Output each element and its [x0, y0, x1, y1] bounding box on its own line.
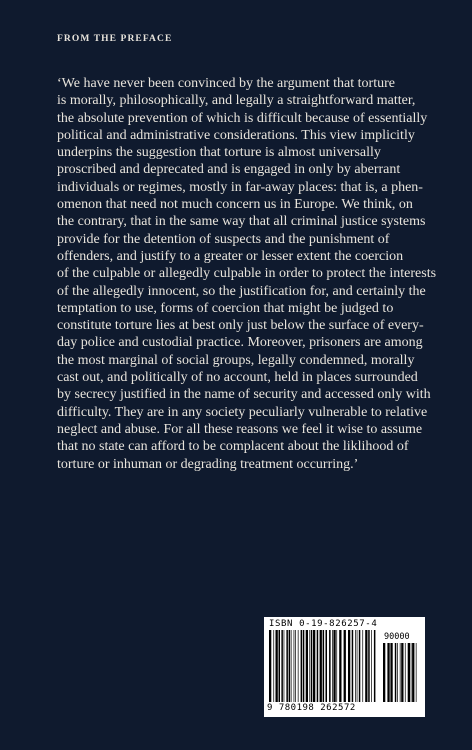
barcode-bar — [309, 630, 310, 702]
barcode-bar — [301, 630, 303, 702]
price-code: 90000 — [384, 632, 410, 642]
barcode-bar — [303, 630, 305, 702]
barcode-bar — [371, 630, 372, 702]
isbn-barcode — [264, 617, 425, 717]
preface-line: of the culpable or allegedly culpable in order to protect the interests — [57, 266, 437, 282]
preface-line: of the allegedly innocent, so the justification for, and certainly the — [57, 283, 426, 299]
preface-line: that no state can afford to be complacent about the liklihood of — [57, 439, 409, 455]
preface-excerpt — [57, 75, 437, 473]
barcode-bar — [289, 630, 291, 702]
barcode-bar — [395, 643, 397, 702]
barcode-bar — [401, 643, 403, 702]
price-barcode-bars — [383, 643, 419, 702]
preface-line: cast out, and politically of no account, held in places surrounded — [57, 370, 418, 386]
barcode-bar — [329, 630, 331, 702]
barcode-bar — [390, 643, 392, 702]
barcode-bar — [397, 643, 398, 702]
preface-line: underpins the suggestion that torture is almost universally — [57, 145, 381, 161]
barcode-bar — [405, 643, 406, 702]
preface-line: proscribed and deprecated and is engaged in only by aberrant — [57, 162, 401, 178]
preface-line: the contrary, that in the same way that all criminal justice systems — [57, 214, 426, 230]
barcode-bar — [412, 643, 414, 702]
preface-line: is morally, philosophically, and legally a straightforward matter, — [57, 93, 416, 109]
barcode-bar — [336, 630, 337, 702]
barcode-bar — [279, 630, 281, 702]
barcode-bar — [281, 630, 283, 702]
barcode-bar — [365, 630, 367, 702]
preface-line: political and administrative considerations. This view implicitly — [57, 127, 415, 143]
barcode-bar — [411, 643, 412, 702]
preface-line: day police and custodial practice. Moreover, prisoners are among — [57, 335, 423, 351]
barcode-bar — [311, 630, 313, 702]
preface-line: ‘We have never been convinced by the argument that torture — [57, 76, 395, 91]
barcode-bar — [344, 630, 346, 702]
barcode-bar — [408, 643, 410, 702]
barcode-bar — [306, 630, 308, 702]
barcode-bar — [355, 630, 356, 702]
ean-barcode-bars — [269, 630, 376, 702]
barcode-bar — [387, 643, 389, 702]
preface-line: torture or inhuman or degrading treatment occurring.’ — [57, 456, 359, 472]
preface-line: neglect and abuse. For all these reasons we feel it wise to assume — [57, 421, 423, 437]
barcode-bar — [352, 630, 354, 702]
barcode-bar — [313, 630, 315, 702]
barcode-bar — [269, 630, 271, 702]
preface-line: omenon that need not much concern us in Europe. We think, on — [57, 197, 413, 213]
preface-line: the most marginal of social groups, legally condemned, morally — [57, 352, 415, 368]
barcode-bar — [368, 630, 370, 702]
preface-line: difficulty. They are in any society peculiarly vulnerable to relative — [57, 404, 428, 420]
barcode-bar — [284, 630, 285, 702]
barcode-bar — [295, 630, 296, 702]
preface-line: individuals or regimes, mostly in far-away places: that is, a phen- — [57, 179, 423, 195]
barcode-bar — [357, 630, 358, 702]
barcode-bar — [317, 630, 319, 702]
barcode-bar — [291, 630, 292, 702]
preface-line: constitute torture lies at best only just below the surface of every- — [57, 318, 424, 334]
barcode-bar — [320, 630, 322, 702]
barcode-bar — [416, 643, 417, 702]
barcode-bar — [298, 630, 299, 702]
section-heading: FROM THE PREFACE — [57, 34, 173, 44]
barcode-bar — [383, 643, 385, 702]
barcode-bar — [333, 630, 335, 702]
preface-line: offenders, and justify to a greater or lesser extent the coercion — [57, 248, 404, 264]
preface-line: the absolute prevention of which is difficult because of essentially — [57, 110, 428, 126]
isbn-number: ISBN 0-19-826257-4 — [269, 619, 378, 629]
barcode-bar — [273, 630, 274, 702]
barcode-bar — [362, 630, 363, 702]
preface-line: by secrecy justified in the name of security and accessed only with — [57, 387, 431, 403]
barcode-bar — [294, 630, 295, 702]
barcode-bar — [286, 630, 288, 702]
barcode-bar — [332, 630, 333, 702]
barcode-bar — [400, 643, 401, 702]
barcode-bar — [374, 630, 376, 702]
barcode-bar — [323, 630, 325, 702]
barcode-bar — [339, 630, 341, 702]
barcode-bar — [348, 630, 350, 702]
preface-line: provide for the detention of suspects and the punishment of — [57, 231, 390, 247]
barcode-bar — [359, 630, 361, 702]
preface-line: temptation to use, forms of coercion that might be judged to — [57, 300, 394, 316]
ean-number: 9 780198 262572 — [267, 703, 356, 713]
barcode-bar — [326, 630, 328, 702]
barcode-bar — [276, 630, 278, 702]
